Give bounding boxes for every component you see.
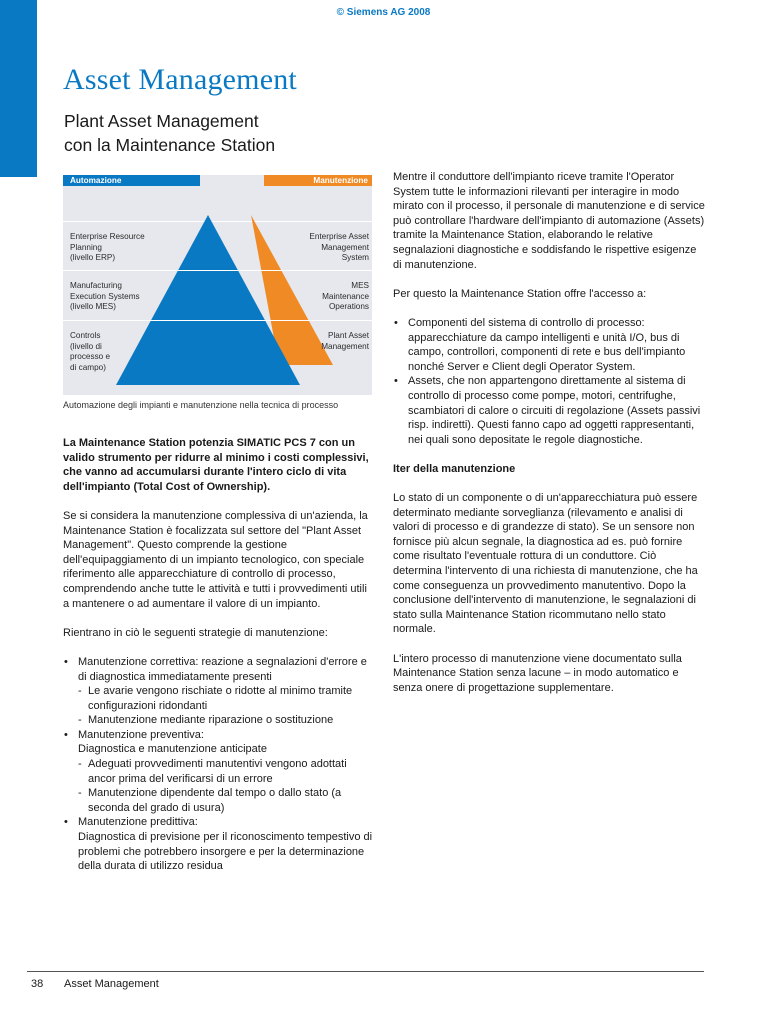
label-line: System	[341, 253, 369, 263]
page-number: 38	[31, 978, 44, 990]
sub-list-item: - Manutenzione mediante riparazione o sostituzione	[78, 713, 375, 728]
sub-list-item: - Adeguati provvedimenti manutentivi vengono adottati ancor prima del verificarsi di un errore	[78, 757, 375, 786]
level-label-erp	[70, 232, 145, 264]
diagram-caption: Automazione degli impianti e manutenzione nella tecnica di processo	[63, 400, 339, 410]
sub-list	[78, 684, 375, 728]
sub-list	[78, 757, 375, 815]
left-column	[63, 436, 375, 874]
paragraph: Lo stato di un componente o di un'apparecchiatura può essere determinato mediante sorveglianza (rilevamento e analisi di valori di processo e di grandezze di stato). Se un sensore non fornisce più alcun segnale, la diagnostica ad es. può fornire come risultato l'eventuale rottura di un conduttore. Ciò determina l'intervento di una richiesta di manutenzione, che ha come conseguenza un provvedimento manutentivo. Dopo la conclusione dell'intervento di manutenzione, le segnalazioni di stato sulla Maintenance Station ricommutano nello stato normale.	[393, 492, 698, 636]
strategy-list	[63, 655, 375, 874]
strategy-description: Diagnostica di previsione per il riconoscimento tempestivo di problemi che potrebbero insorgere e per la determinazione della durata di utilizzo residua	[78, 831, 373, 873]
footer-section-title: Asset Management	[64, 978, 159, 990]
paragraph: Mentre il conduttore dell'impianto riceve tramite l'Operator System tutte le informazioni rilevanti per interagire in modo mirato con il processo, il personale di manutenzione e di service può controllare l'hardware dell'impianto di automazione (Assets) tramite la Maintenance Station, elaborando le relative segnalazioni diagnostiche e soddisfando le rispettive esigenze di manutenzione.	[393, 171, 705, 271]
strategy-label: • Manutenzione preventiva:	[78, 728, 204, 741]
label-line: Enterprise Resource	[70, 232, 145, 241]
label-line: (livello MES)	[70, 302, 116, 312]
label-line: Manufacturing	[70, 281, 122, 290]
level-label-mes	[70, 281, 140, 313]
label-line: Management	[321, 242, 369, 252]
section-heading: Iter della manutenzione	[393, 462, 516, 475]
label-line: (livello ERP)	[70, 253, 116, 263]
maintenance-header: Manutenzione	[264, 175, 372, 186]
automation-maintenance-diagram	[63, 175, 372, 395]
list-item: • Assets, che non appartengono direttamente al sistema di controllo di processo come pompe, motori, centrifughe, scambiatori di calore o circuiti di regolazione (Assets passivi risp. indiretti). Questi fanno capo ad oggetti rappresentanti, nei quali sono depositate le regole diagnostiche.	[393, 374, 705, 447]
level-label-controls	[70, 331, 110, 373]
level-label-mes-maintenance	[322, 281, 369, 313]
subtitle-line-2: con la Maintenance Station	[64, 135, 276, 155]
page-title: Asset Management	[63, 63, 297, 96]
label-line: Enterprise Asset	[309, 232, 369, 241]
blue-side-bar	[0, 0, 37, 177]
paragraph: L'intero processo di manutenzione viene documentato sulla Maintenance Station senza lacune – in modo automatico e senza onere di progettazione supplementare.	[393, 652, 682, 694]
subtitle-line-1: Plant Asset Management	[64, 111, 259, 131]
strategy-description: Diagnostica e manutenzione anticipate	[78, 743, 267, 756]
paragraph: Se si considera la manutenzione complessiva di un'azienda, la Maintenance Station è focalizzata sul settore del "Plant Asset Management". Questo comprende la gestione dell'equipaggiamento di un impianto tecnologico, con speciale riferimento alle apparecchiature di controllo di processo, comprendendo anche tutte le attività e tutti i provvedimenti utili a mantenere o ad aumentare il valore di un impianto.	[63, 509, 368, 610]
label-line: Controls	[70, 331, 101, 340]
label-line: Execution Systems	[70, 291, 140, 301]
list-item: • Componenti del sistema di controllo di processo: apparecchiature da campo intelligenti e unità I/O, bus di campo, controllori, componenti di rete e bus dell'impianto nonché Server e Client degli Operator System.	[393, 316, 705, 374]
footer-rule	[27, 971, 704, 972]
paragraph: Rientrano in ciò le seguenti strategie di manutenzione:	[63, 626, 328, 639]
right-column	[393, 170, 705, 695]
copyright-notice: © Siemens AG 2008	[336, 7, 431, 18]
sub-list-item: - Le avarie vengono rischiate o ridotte al minimo tramite configurazioni ridondanti	[78, 684, 375, 713]
label-line: MES	[351, 281, 369, 290]
page-subtitle	[64, 109, 275, 157]
label-line: di campo)	[70, 362, 106, 372]
list-item	[63, 815, 375, 873]
lead-paragraph: La Maintenance Station potenzia SIMATIC PCS 7 con un valido strumento per ridurre al minimo i costi complessivi, che vanno ad accumularsi durante l'intero ciclo di vita dell'impianto (Total Cost of Ownership).	[63, 437, 369, 493]
access-list	[393, 316, 705, 447]
label-line: Operations	[328, 302, 369, 312]
strategy-label: • Manutenzione correttiva: reazione a segnalazioni d'errore e di diagnostica immediatamente presenti	[78, 655, 367, 683]
label-line: (livello di	[70, 341, 102, 351]
strategy-label: • Manutenzione predittiva:	[78, 816, 198, 829]
list-item	[63, 728, 375, 816]
label-line: Management	[321, 341, 369, 351]
sub-list-item: - Manutenzione dipendente dal tempo o dallo stato (a seconda del grado di usura)	[78, 786, 375, 815]
label-line: Maintenance	[322, 291, 369, 301]
label-line: Plant Asset	[328, 331, 369, 340]
paragraph: Per questo la Maintenance Station offre l'accesso a:	[393, 287, 647, 300]
level-label-pam	[321, 331, 369, 352]
label-line: processo e	[70, 352, 111, 362]
list-item	[63, 655, 375, 728]
level-label-eams	[309, 232, 369, 264]
label-line: Planning	[70, 242, 102, 252]
automation-header: Automazione	[63, 175, 200, 186]
